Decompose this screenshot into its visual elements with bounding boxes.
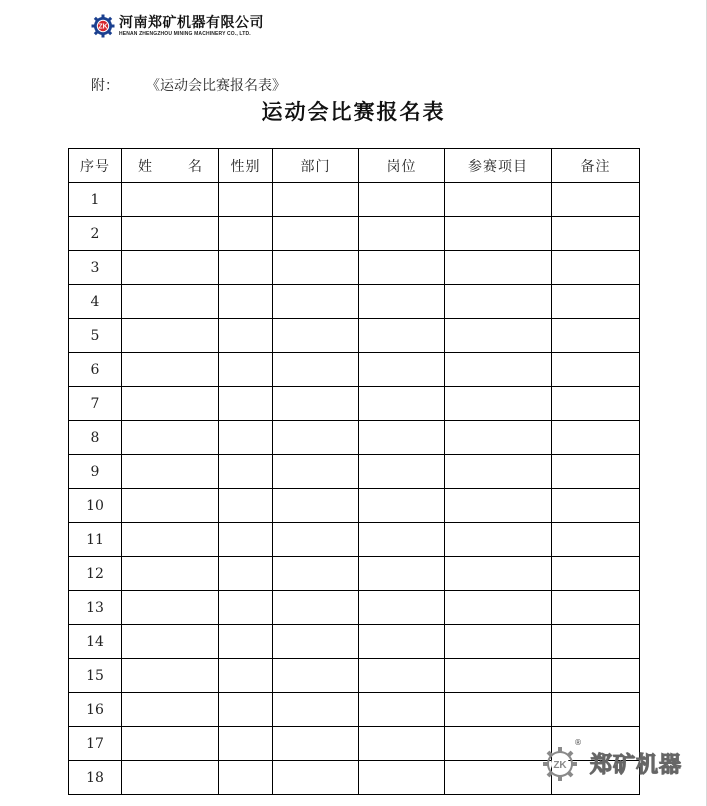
position-cell[interactable] bbox=[359, 387, 445, 421]
header-event: 参赛项目 bbox=[445, 149, 552, 183]
header-name-first: 姓 bbox=[138, 158, 152, 175]
event-cell[interactable] bbox=[445, 217, 552, 251]
company-name-cn: 河南郑矿机器有限公司 bbox=[119, 15, 264, 31]
position-cell[interactable] bbox=[359, 251, 445, 285]
position-cell[interactable] bbox=[359, 591, 445, 625]
gender-cell[interactable] bbox=[219, 693, 273, 727]
row-seq-cell: 13 bbox=[69, 591, 122, 625]
signup-table bbox=[68, 148, 640, 795]
department-cell[interactable] bbox=[273, 285, 359, 319]
event-cell[interactable] bbox=[445, 183, 552, 217]
remarks-cell[interactable] bbox=[552, 489, 640, 523]
gender-cell[interactable] bbox=[219, 489, 273, 523]
event-cell[interactable] bbox=[445, 591, 552, 625]
table-row bbox=[69, 489, 640, 523]
gender-cell[interactable] bbox=[219, 557, 273, 591]
name-cell[interactable] bbox=[122, 217, 219, 251]
department-cell[interactable] bbox=[273, 387, 359, 421]
position-cell[interactable] bbox=[359, 693, 445, 727]
gender-cell[interactable] bbox=[219, 319, 273, 353]
event-cell[interactable] bbox=[445, 319, 552, 353]
row-seq-cell: 17 bbox=[69, 727, 122, 761]
gender-cell[interactable] bbox=[219, 285, 273, 319]
position-cell[interactable] bbox=[359, 183, 445, 217]
name-cell[interactable] bbox=[122, 421, 219, 455]
table-row bbox=[69, 285, 640, 319]
form-title: 运动会比赛报名表 bbox=[261, 99, 446, 124]
position-cell[interactable] bbox=[359, 761, 445, 795]
header-department: 部门 bbox=[273, 149, 359, 183]
row-seq-cell: 18 bbox=[69, 761, 122, 795]
watermark-text: 郑矿机器 bbox=[590, 753, 683, 778]
table-row bbox=[69, 591, 640, 625]
table-row bbox=[69, 523, 640, 557]
department-cell[interactable] bbox=[273, 523, 359, 557]
event-cell[interactable] bbox=[445, 625, 552, 659]
name-cell[interactable] bbox=[122, 319, 219, 353]
header-name bbox=[122, 149, 219, 183]
row-seq-cell: 1 bbox=[69, 183, 122, 217]
attachment-title: 《运动会比赛报名表》 bbox=[146, 78, 286, 94]
position-cell[interactable] bbox=[359, 455, 445, 489]
department-cell[interactable] bbox=[273, 183, 359, 217]
row-seq-cell: 6 bbox=[69, 353, 122, 387]
name-cell[interactable] bbox=[122, 693, 219, 727]
svg-text:ZK: ZK bbox=[553, 760, 567, 771]
gender-cell[interactable] bbox=[219, 387, 273, 421]
gender-cell[interactable] bbox=[219, 727, 273, 761]
row-seq-cell: 15 bbox=[69, 659, 122, 693]
position-cell[interactable] bbox=[359, 557, 445, 591]
remarks-cell[interactable] bbox=[552, 285, 640, 319]
event-cell[interactable] bbox=[445, 251, 552, 285]
row-seq-cell: 16 bbox=[69, 693, 122, 727]
name-cell[interactable] bbox=[122, 387, 219, 421]
department-cell[interactable] bbox=[273, 557, 359, 591]
row-seq-cell: 3 bbox=[69, 251, 122, 285]
department-cell[interactable] bbox=[273, 625, 359, 659]
name-cell[interactable] bbox=[122, 727, 219, 761]
remarks-cell[interactable] bbox=[552, 251, 640, 285]
name-cell[interactable] bbox=[122, 251, 219, 285]
department-cell[interactable] bbox=[273, 489, 359, 523]
remarks-cell[interactable] bbox=[552, 693, 640, 727]
department-cell[interactable] bbox=[273, 353, 359, 387]
position-cell[interactable] bbox=[359, 625, 445, 659]
name-cell[interactable] bbox=[122, 285, 219, 319]
event-cell[interactable] bbox=[445, 421, 552, 455]
department-cell[interactable] bbox=[273, 251, 359, 285]
remarks-cell[interactable] bbox=[552, 625, 640, 659]
name-cell[interactable] bbox=[122, 625, 219, 659]
table-row bbox=[69, 387, 640, 421]
event-cell[interactable] bbox=[445, 285, 552, 319]
name-cell[interactable] bbox=[122, 455, 219, 489]
table-row bbox=[69, 217, 640, 251]
zk-gear-watermark-icon bbox=[540, 744, 580, 782]
remarks-cell[interactable] bbox=[552, 659, 640, 693]
row-seq-cell: 2 bbox=[69, 217, 122, 251]
row-seq-cell: 5 bbox=[69, 319, 122, 353]
row-seq-cell: 7 bbox=[69, 387, 122, 421]
department-cell[interactable] bbox=[273, 217, 359, 251]
remarks-cell[interactable] bbox=[552, 455, 640, 489]
row-seq-cell: 8 bbox=[69, 421, 122, 455]
event-cell[interactable] bbox=[445, 489, 552, 523]
remarks-cell[interactable] bbox=[552, 523, 640, 557]
gender-cell[interactable] bbox=[219, 353, 273, 387]
name-cell[interactable] bbox=[122, 761, 219, 795]
event-cell[interactable] bbox=[445, 727, 552, 761]
gender-cell[interactable] bbox=[219, 217, 273, 251]
remarks-cell[interactable] bbox=[552, 557, 640, 591]
name-cell[interactable] bbox=[122, 183, 219, 217]
department-cell[interactable] bbox=[273, 421, 359, 455]
position-cell[interactable] bbox=[359, 285, 445, 319]
row-seq-cell: 11 bbox=[69, 523, 122, 557]
position-cell[interactable] bbox=[359, 727, 445, 761]
row-seq-cell: 9 bbox=[69, 455, 122, 489]
name-cell[interactable] bbox=[122, 591, 219, 625]
position-cell[interactable] bbox=[359, 353, 445, 387]
name-cell[interactable] bbox=[122, 353, 219, 387]
remarks-cell[interactable] bbox=[552, 353, 640, 387]
department-cell[interactable] bbox=[273, 727, 359, 761]
remarks-cell[interactable] bbox=[552, 387, 640, 421]
gender-cell[interactable] bbox=[219, 591, 273, 625]
remarks-cell[interactable] bbox=[552, 421, 640, 455]
event-cell[interactable] bbox=[445, 387, 552, 421]
header-seq: 序号 bbox=[69, 149, 122, 183]
position-cell[interactable] bbox=[359, 421, 445, 455]
gender-cell[interactable] bbox=[219, 421, 273, 455]
department-cell[interactable] bbox=[273, 659, 359, 693]
remarks-cell[interactable] bbox=[552, 591, 640, 625]
table-header-row bbox=[69, 149, 640, 183]
table-row bbox=[69, 455, 640, 489]
header-position: 岗位 bbox=[359, 149, 445, 183]
position-cell[interactable] bbox=[359, 659, 445, 693]
name-cell[interactable] bbox=[122, 523, 219, 557]
gender-cell[interactable] bbox=[219, 455, 273, 489]
position-cell[interactable] bbox=[359, 217, 445, 251]
table-row bbox=[69, 183, 640, 217]
name-cell[interactable] bbox=[122, 557, 219, 591]
position-cell[interactable] bbox=[359, 523, 445, 557]
event-cell[interactable] bbox=[445, 557, 552, 591]
table-row bbox=[69, 251, 640, 285]
gender-cell[interactable] bbox=[219, 523, 273, 557]
position-cell[interactable] bbox=[359, 489, 445, 523]
event-cell[interactable] bbox=[445, 523, 552, 557]
department-cell[interactable] bbox=[273, 761, 359, 795]
event-cell[interactable] bbox=[445, 353, 552, 387]
registered-mark: ® bbox=[574, 738, 582, 747]
gender-cell[interactable] bbox=[219, 251, 273, 285]
gear-logo-icon bbox=[91, 14, 115, 38]
department-cell[interactable] bbox=[273, 455, 359, 489]
company-name-en: HENAN ZHENGZHOU MINING MACHINERY CO., LTD. bbox=[119, 31, 251, 37]
table-row bbox=[69, 421, 640, 455]
remarks-cell[interactable] bbox=[552, 183, 640, 217]
row-seq-cell: 10 bbox=[69, 489, 122, 523]
table-row bbox=[69, 557, 640, 591]
event-cell[interactable] bbox=[445, 693, 552, 727]
remarks-cell[interactable] bbox=[552, 319, 640, 353]
table-row bbox=[69, 693, 640, 727]
department-cell[interactable] bbox=[273, 591, 359, 625]
table-body bbox=[69, 183, 640, 795]
department-cell[interactable] bbox=[273, 319, 359, 353]
event-cell[interactable] bbox=[445, 761, 552, 795]
gender-cell[interactable] bbox=[219, 183, 273, 217]
gender-cell[interactable] bbox=[219, 625, 273, 659]
name-cell[interactable] bbox=[122, 659, 219, 693]
watermark bbox=[540, 738, 705, 784]
row-seq-cell: 12 bbox=[69, 557, 122, 591]
header-gender: 性别 bbox=[219, 149, 273, 183]
remarks-cell[interactable] bbox=[552, 217, 640, 251]
row-seq-cell: 14 bbox=[69, 625, 122, 659]
gender-cell[interactable] bbox=[219, 659, 273, 693]
header-remarks: 备注 bbox=[552, 149, 640, 183]
table-row bbox=[69, 625, 640, 659]
event-cell[interactable] bbox=[445, 455, 552, 489]
gender-cell[interactable] bbox=[219, 761, 273, 795]
event-cell[interactable] bbox=[445, 659, 552, 693]
header-name-second: 名 bbox=[188, 158, 202, 175]
position-cell[interactable] bbox=[359, 319, 445, 353]
name-cell[interactable] bbox=[122, 489, 219, 523]
table-row bbox=[69, 659, 640, 693]
logo-text: ZK bbox=[98, 23, 108, 31]
table-row bbox=[69, 319, 640, 353]
table-row bbox=[69, 353, 640, 387]
row-seq-cell: 4 bbox=[69, 285, 122, 319]
department-cell[interactable] bbox=[273, 693, 359, 727]
attachment-label: 附： bbox=[91, 78, 119, 94]
